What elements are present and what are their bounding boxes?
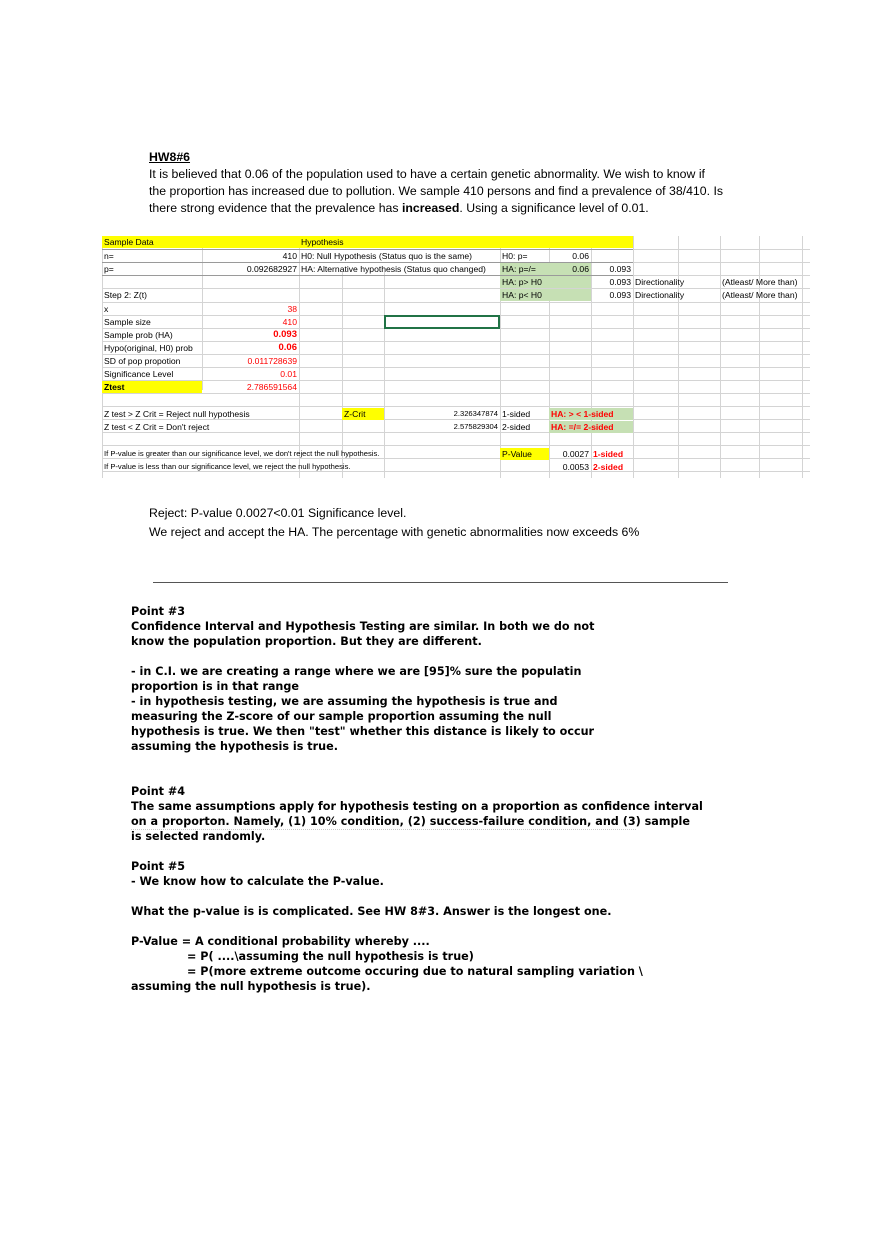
rule-reject: Z test > Z Crit = Reject null hypothesis: [104, 409, 250, 419]
conclusion: [149, 504, 639, 542]
ha-neq-value: 0.06: [549, 263, 591, 275]
selected-cell[interactable]: [384, 315, 500, 329]
ha-one-sided: HA: > < 1-sided: [549, 408, 633, 420]
directionality-label: Directionality: [635, 290, 685, 300]
ztest-value: 2.786591564: [246, 382, 297, 392]
conclusion-line: Reject: P-value 0.0027<0.01 Significance level.: [149, 506, 407, 520]
rule-dont-reject: Z test < Z Crit = Don't reject: [104, 422, 210, 432]
n-value: 410: [282, 251, 297, 261]
zcrit-one-sided: 2.326347874: [453, 409, 498, 418]
h0-p-label: H0: p=: [502, 251, 528, 261]
ha-lt-result: 0.093: [609, 290, 631, 300]
point-title: Point #4: [131, 785, 186, 798]
ha-gt-result: 0.093: [609, 277, 631, 287]
one-sided-label: 1-sided: [502, 409, 531, 419]
sd-value: 0.011728639: [247, 356, 297, 366]
grid-line: [720, 236, 721, 478]
ha-text: HA: Alternative hypothesis (Status quo changed): [301, 264, 486, 274]
note-line: assuming the null hypothesis is true).: [131, 980, 371, 993]
pvalue-one-sided: 0.0027: [562, 449, 589, 459]
zcrit-label: Z-Crit: [342, 408, 384, 420]
note-line: - We know how to calculate the P-value.: [131, 875, 384, 888]
sample-prob-value: 0.093: [273, 329, 297, 340]
note-line: is selected randomly.: [131, 830, 266, 843]
h0-value: 0.06: [572, 251, 589, 261]
h0-text: H0: Null Hypothesis (Status quo is the same): [301, 251, 472, 261]
grid-line: [678, 236, 679, 478]
pvalue-two-sided-tag: 2-sided: [593, 462, 624, 472]
green-fill: [549, 276, 591, 288]
note-line: hypothesis is true. We then "test" whether this distance is likely to occur: [131, 725, 595, 738]
p-label: p=: [104, 264, 114, 274]
n-label: n=: [104, 251, 114, 261]
problem-text: . Using a significance level of 0.01.: [459, 201, 649, 215]
p-value: 0.092682927: [246, 264, 297, 274]
spreadsheet: [102, 236, 810, 478]
note-line: = P(more extreme outcome occuring due to natural sampling variation \: [187, 965, 643, 978]
sample-prob-label: Sample prob (HA): [104, 330, 173, 340]
ha-gt-label: HA: p> H0: [500, 276, 549, 288]
ha-lt-label: HA: p< H0: [500, 289, 549, 301]
note-line: The same assumptions apply for hypothesis testing on a proportion as confidence interval: [131, 800, 703, 813]
significance-value: 0.01: [280, 369, 297, 379]
ha-neq-label: HA: p=/=: [500, 263, 549, 275]
grid-line: [102, 393, 810, 394]
note-line: on a proporton. Namely, (1) 10% condition, (2) success-failure condition, and (3) sample: [131, 815, 690, 828]
grid-line: [633, 236, 634, 478]
note-line: = P( ....\assuming the null hypothesis is true): [187, 950, 474, 963]
sample-size-value: 410: [282, 317, 297, 327]
point-title: Point #5: [131, 860, 186, 873]
step2-label: Step 2: Z(t): [104, 290, 147, 300]
hypo-prob-value: 0.06: [278, 342, 297, 353]
problem-line: the proportion has increased due to pollution. We sample 410 persons and find a prevalence of 38/410. Is: [149, 184, 724, 198]
green-fill: [549, 289, 591, 301]
ha-neq-result: 0.093: [609, 264, 631, 274]
problem-line: [149, 200, 749, 217]
pvalue-label: P-Value: [500, 448, 549, 460]
hypothesis-header: Hypothesis: [299, 236, 500, 248]
note-line: know the population proportion. But they are different.: [131, 635, 482, 648]
note-line: proportion is in that range: [131, 680, 299, 693]
hypo-prob-label: Hypo(original, H0) prob: [104, 343, 193, 353]
note-line: What the p-value is is complicated. See HW 8#3. Answer is the longest one.: [131, 905, 612, 918]
point-title: Point #3: [131, 605, 186, 618]
grid-line: [802, 236, 803, 478]
note-line: measuring the Z-score of our sample proportion assuming the null: [131, 710, 552, 723]
directionality-label: Directionality: [635, 277, 685, 287]
x-value: 38: [287, 304, 297, 314]
directionality-note: (Atleast/ More than): [722, 290, 798, 300]
problem-statement: [149, 149, 749, 217]
ha-two-sided: HA: =/= 2-sided: [549, 421, 633, 433]
two-sided-label: 2-sided: [502, 422, 531, 432]
problem-line: It is believed that 0.06 of the population used to have a certain genetic abnormality. We wish to know if: [149, 167, 705, 181]
grid-line: [759, 236, 760, 478]
directionality-note: (Atleast/ More than): [722, 277, 798, 287]
sample-size-label: Sample size: [104, 317, 151, 327]
header-fill: [202, 236, 299, 248]
grid-line: [102, 445, 810, 446]
significance-label: Significance Level: [104, 369, 174, 379]
zcrit-two-sided: 2.575829304: [453, 422, 498, 431]
ztest-label: Ztest: [102, 381, 202, 393]
grid-line: [102, 406, 810, 407]
emphasis-word: increased: [401, 201, 460, 215]
sample-data-header: Sample Data: [102, 236, 202, 248]
lecture-notes: [131, 604, 751, 994]
pvalue-one-sided-tag: 1-sided: [593, 449, 624, 459]
note-line: assuming the hypothesis is true.: [131, 740, 338, 753]
header-fill: [591, 236, 633, 248]
note-line: Confidence Interval and Hypothesis Testing are similar. In both we do not: [131, 620, 595, 633]
pvalue-note-greater: If P-value is greater than our significance level, we don't reject the null hypothesis.: [104, 449, 380, 458]
pvalue-note-less: If P-value is less than our significance level, we reject the null hypothesis.: [104, 462, 351, 471]
header-fill: [549, 236, 591, 248]
note-line: - in C.I. we are creating a range where we are [95]% sure the populatin: [131, 665, 582, 678]
problem-text: there strong evidence that the prevalence has: [149, 201, 402, 215]
dotted-separator: [131, 829, 636, 830]
horizontal-divider: [153, 582, 728, 583]
conclusion-line: We reject and accept the HA. The percentage with genetic abnormalities now exceeds 6%: [149, 525, 640, 539]
x-label: x: [104, 304, 109, 314]
note-line: - in hypothesis testing, we are assuming the hypothesis is true and: [131, 695, 558, 708]
note-line: P-Value = A conditional probability whereby ....: [131, 935, 430, 948]
header-fill: [500, 236, 549, 248]
problem-title: HW8#6: [149, 150, 191, 164]
pvalue-two-sided: 0.0053: [562, 462, 589, 472]
sd-label: SD of pop propotion: [104, 356, 181, 366]
